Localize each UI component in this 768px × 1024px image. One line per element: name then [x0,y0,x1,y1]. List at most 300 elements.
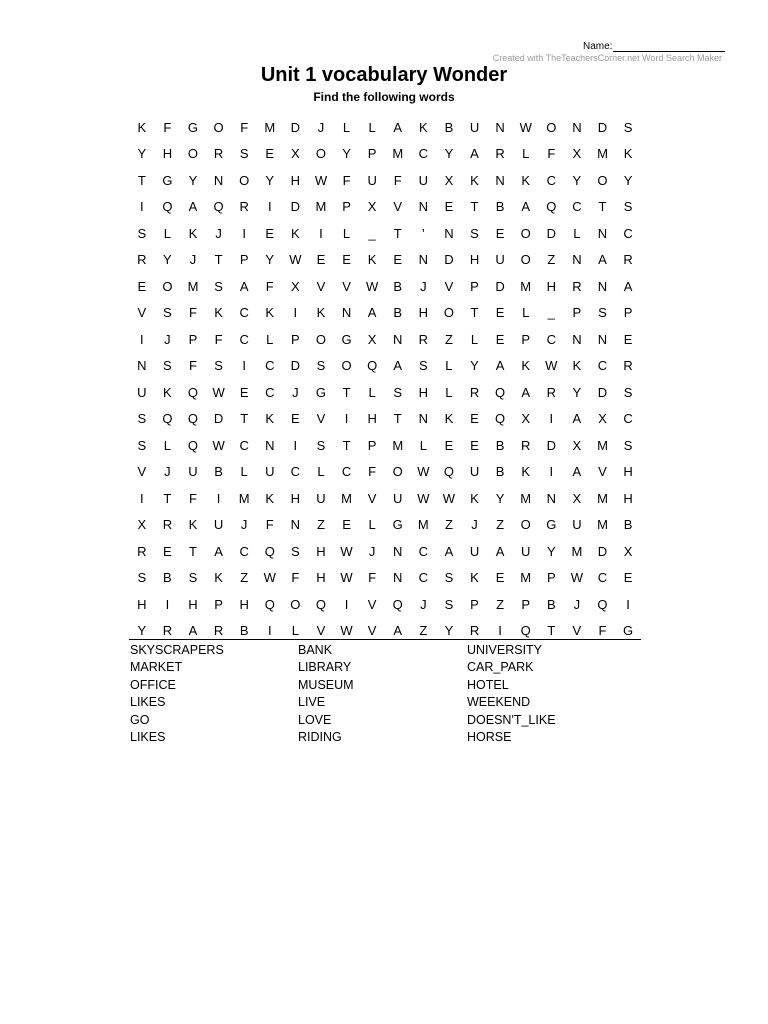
grid-letter[interactable]: W [519,119,532,135]
grid-letter[interactable]: Y [265,252,275,268]
grid-letter[interactable]: P [546,570,556,586]
grid-letter[interactable]: L [522,305,530,321]
grid-letter[interactable]: Q [187,384,199,400]
grid-letter[interactable]: D [546,437,556,453]
grid-letter[interactable]: W [212,437,225,453]
grid-letter[interactable]: Y [265,172,275,188]
grid-letter[interactable]: T [214,252,223,268]
grid-letter[interactable]: A [188,623,198,639]
grid-letter[interactable]: F [189,305,197,321]
grid-letter[interactable]: Y [342,146,351,162]
grid-letter[interactable]: C [239,305,249,321]
grid-letter[interactable]: H [418,305,429,321]
grid-letter[interactable]: E [393,252,403,268]
grid-letter[interactable]: N [546,490,556,506]
grid-letter[interactable]: C [623,411,633,427]
grid-letter[interactable]: S [137,570,147,586]
grid-letter[interactable]: U [137,384,147,400]
grid-letter[interactable]: A [367,305,377,321]
grid-letter[interactable]: D [546,225,556,241]
grid-letter[interactable]: F [265,278,274,294]
grid-letter[interactable]: S [137,437,147,453]
grid-letter[interactable]: Q [392,596,403,612]
grid-letter[interactable]: Y [546,543,556,559]
grid-letter[interactable]: S [163,305,172,321]
grid-letter[interactable]: I [216,490,221,506]
grid-letter[interactable]: A [495,358,505,374]
grid-letter[interactable]: O [290,596,301,612]
grid-letter[interactable]: E [470,411,479,427]
grid-letter[interactable]: S [316,437,326,453]
grid-letter[interactable]: E [342,517,351,533]
grid-letter[interactable]: O [239,172,250,188]
grid-letter[interactable]: M [187,278,199,294]
grid-letter[interactable]: Q [597,596,608,612]
grid-letter[interactable]: A [393,358,403,374]
grid-letter[interactable]: D [444,252,454,268]
grid-letter[interactable]: P [367,437,377,453]
grid-letter[interactable]: C [597,570,608,586]
grid-letter[interactable]: I [293,437,298,453]
grid-letter[interactable]: M [520,490,532,506]
grid-letter[interactable]: P [470,278,479,294]
grid-letter[interactable]: Q [264,543,275,559]
grid-letter[interactable]: K [188,225,198,241]
grid-letter[interactable]: S [623,119,633,135]
grid-letter[interactable]: I [549,464,554,480]
grid-letter[interactable]: F [189,358,197,374]
grid-letter[interactable]: Q [495,411,506,427]
grid-letter[interactable]: L [342,225,351,241]
grid-letter[interactable]: H [290,490,301,506]
grid-letter[interactable]: F [265,517,274,533]
grid-letter[interactable]: M [392,437,404,453]
grid-letter[interactable]: H [623,490,633,506]
grid-letter[interactable]: P [623,305,633,321]
grid-letter[interactable]: P [521,596,531,612]
grid-letter[interactable]: P [521,331,531,347]
grid-letter[interactable]: L [573,225,581,241]
grid-letter[interactable]: L [368,119,376,135]
grid-letter[interactable]: X [291,146,300,162]
grid-letter[interactable]: J [292,384,299,400]
grid-letter[interactable]: C [418,146,429,162]
grid-letter[interactable]: Q [520,623,531,639]
grid-letter[interactable]: K [163,384,172,400]
grid-letter[interactable]: T [598,199,607,215]
grid-letter[interactable]: O [520,225,531,241]
grid-letter[interactable]: Q [162,199,173,215]
grid-letter[interactable]: J [189,252,197,268]
grid-letter[interactable]: K [470,490,479,506]
grid-letter[interactable]: N [572,119,582,135]
grid-letter[interactable]: K [291,225,300,241]
grid-letter[interactable]: X [137,517,147,533]
grid-letter[interactable]: P [291,331,300,347]
grid-letter[interactable]: U [188,464,198,480]
grid-letter[interactable]: T [163,490,172,506]
grid-letter[interactable]: O [443,305,454,321]
grid-letter[interactable]: Y [623,172,633,188]
grid-letter[interactable]: M [597,517,608,533]
grid-letter[interactable]: Q [546,199,557,215]
grid-letter[interactable]: C [623,225,633,241]
grid-letter[interactable]: K [572,358,582,374]
grid-letter[interactable]: K [418,119,428,135]
grid-letter[interactable]: E [137,278,147,294]
grid-letter[interactable]: S [239,146,249,162]
grid-letter[interactable]: P [342,199,351,215]
grid-letter[interactable]: U [469,119,480,135]
grid-letter[interactable]: Y [444,146,454,162]
grid-letter[interactable]: K [470,172,479,188]
grid-letter[interactable]: S [163,358,172,374]
grid-letter[interactable]: V [316,411,326,427]
grid-letter[interactable]: X [444,172,454,188]
grid-letter[interactable]: C [290,464,301,480]
grid-letter[interactable]: J [420,278,427,294]
grid-letter[interactable]: V [137,305,147,321]
grid-letter[interactable]: I [293,305,298,321]
grid-letter[interactable]: A [623,278,633,294]
grid-letter[interactable]: D [495,278,505,294]
grid-letter[interactable]: G [341,331,352,347]
grid-letter[interactable]: N [393,543,403,559]
grid-letter[interactable]: U [393,490,403,506]
grid-letter[interactable]: W [263,570,276,586]
grid-letter[interactable]: U [265,464,275,480]
grid-letter[interactable]: F [368,464,377,480]
grid-letter[interactable]: E [444,199,454,215]
grid-letter[interactable]: L [291,623,299,639]
grid-letter[interactable]: M [417,517,429,533]
grid-letter[interactable]: B [444,119,454,135]
grid-letter[interactable]: X [598,411,607,427]
grid-letter[interactable]: S [623,437,633,453]
grid-letter[interactable]: E [291,411,300,427]
grid-letter[interactable]: T [342,437,351,453]
grid-letter[interactable]: J [164,331,171,347]
grid-letter[interactable]: X [623,543,633,559]
grid-letter[interactable]: L [317,464,325,480]
grid-letter[interactable]: X [572,146,582,162]
grid-letter[interactable]: C [572,199,582,215]
grid-letter[interactable]: G [546,517,557,533]
grid-letter[interactable]: A [444,543,454,559]
grid-letter[interactable]: F [240,119,249,135]
grid-letter[interactable]: R [137,543,147,559]
grid-letter[interactable]: A [521,384,531,400]
grid-letter[interactable]: O [392,464,403,480]
grid-letter[interactable]: G [162,172,173,188]
grid-letter[interactable]: W [289,252,302,268]
grid-letter[interactable]: A [572,411,582,427]
grid-letter[interactable]: I [319,225,323,241]
grid-letter[interactable]: G [315,384,327,400]
grid-letter[interactable]: E [444,437,454,453]
grid-letter[interactable]: Q [187,411,199,427]
grid-letter[interactable]: V [598,464,607,480]
grid-letter[interactable]: R [623,358,633,374]
grid-letter[interactable]: N [290,517,301,533]
grid-letter[interactable]: K [265,411,275,427]
grid-letter[interactable]: Q [162,411,173,427]
grid-letter[interactable]: N [265,437,275,453]
grid-letter[interactable]: P [188,331,198,347]
grid-letter[interactable]: H [239,596,249,612]
grid-letter[interactable]: _ [547,305,555,321]
grid-letter[interactable]: _ [368,225,376,241]
grid-letter[interactable]: C [546,331,556,347]
grid-letter[interactable]: Y [572,172,582,188]
grid-letter[interactable]: S [291,543,300,559]
grid-letter[interactable]: S [444,570,454,586]
grid-letter[interactable]: Z [496,596,505,612]
grid-letter[interactable]: C [341,464,352,480]
grid-letter[interactable]: T [470,199,479,215]
grid-letter[interactable]: F [368,570,377,586]
grid-letter[interactable]: D [597,119,608,135]
grid-letter[interactable]: V [393,199,403,215]
grid-letter[interactable]: A [214,543,223,559]
grid-letter[interactable]: A [572,464,582,480]
grid-letter[interactable]: M [597,146,608,162]
grid-letter[interactable]: A [239,278,249,294]
grid-letter[interactable]: X [367,331,377,347]
grid-letter[interactable]: B [239,623,249,639]
grid-letter[interactable]: H [316,543,326,559]
grid-letter[interactable]: D [597,384,608,400]
grid-letter[interactable]: R [418,331,429,347]
grid-letter[interactable]: V [444,278,454,294]
grid-letter[interactable]: I [139,199,144,215]
grid-letter[interactable]: G [392,517,403,533]
grid-letter[interactable]: N [418,199,429,215]
grid-letter[interactable]: N [418,411,429,427]
grid-letter[interactable]: E [623,331,633,347]
grid-letter[interactable]: X [572,437,582,453]
grid-letter[interactable]: K [367,252,377,268]
grid-letter[interactable]: L [342,119,351,135]
grid-letter[interactable]: B [163,570,172,586]
grid-letter[interactable]: C [597,358,608,374]
grid-letter[interactable]: X [572,490,582,506]
grid-letter[interactable]: P [214,596,223,612]
grid-letter[interactable]: V [137,464,147,480]
grid-letter[interactable]: E [495,570,505,586]
grid-letter[interactable]: H [623,464,633,480]
grid-letter[interactable]: A [470,146,479,162]
grid-letter[interactable]: Z [419,623,428,639]
grid-letter[interactable]: J [215,225,222,241]
grid-letter[interactable]: I [139,490,144,506]
grid-letter[interactable]: T [393,225,402,241]
grid-letter[interactable]: C [418,543,429,559]
grid-letter[interactable]: U [521,543,531,559]
grid-letter[interactable]: B [495,437,505,453]
grid-letter[interactable]: C [418,570,429,586]
grid-letter[interactable]: I [242,225,246,241]
grid-letter[interactable]: Y [163,252,172,268]
grid-letter[interactable]: U [469,464,480,480]
grid-letter[interactable]: K [214,305,223,321]
grid-letter[interactable]: Z [316,517,325,533]
grid-letter[interactable]: Q [443,464,454,480]
grid-letter[interactable]: S [214,278,223,294]
grid-letter[interactable]: W [340,623,353,639]
grid-letter[interactable]: V [367,596,377,612]
grid-letter[interactable]: G [623,623,634,639]
grid-letter[interactable]: M [520,570,532,586]
grid-letter[interactable]: E [470,437,479,453]
grid-letter[interactable]: I [626,596,630,612]
grid-letter[interactable]: O [213,119,224,135]
grid-letter[interactable]: M [597,490,608,506]
grid-letter[interactable]: K [265,305,275,321]
grid-letter[interactable]: R [521,437,531,453]
grid-letter[interactable]: I [344,411,349,427]
grid-letter[interactable]: O [597,172,608,188]
grid-letter[interactable]: N [341,305,352,321]
grid-letter[interactable]: D [597,543,608,559]
grid-letter[interactable]: R [495,146,505,162]
grid-letter[interactable]: N [495,172,505,188]
grid-letter[interactable]: C [546,172,556,188]
grid-letter[interactable]: R [213,623,224,639]
grid-letter[interactable]: L [163,225,171,241]
grid-letter[interactable]: H [137,596,147,612]
grid-letter[interactable]: K [521,172,531,188]
grid-letter[interactable]: Q [187,437,199,453]
grid-letter[interactable]: T [470,305,479,321]
grid-letter[interactable]: J [471,517,478,533]
grid-letter[interactable]: C [265,384,275,400]
grid-letter[interactable]: N [393,570,403,586]
grid-letter[interactable]: T [240,411,249,427]
grid-letter[interactable]: P [470,596,479,612]
grid-letter[interactable]: F [393,172,402,188]
grid-letter[interactable]: E [495,225,505,241]
grid-letter[interactable]: H [290,172,301,188]
grid-letter[interactable]: E [495,305,505,321]
grid-letter[interactable]: S [393,384,403,400]
grid-letter[interactable]: Y [444,623,454,639]
grid-letter[interactable]: K [137,119,147,135]
grid-letter[interactable]: K [316,305,326,321]
grid-letter[interactable]: S [470,225,479,241]
grid-letter[interactable]: N [444,225,454,241]
grid-letter[interactable]: F [598,623,607,639]
grid-letter[interactable]: U [213,517,224,533]
grid-letter[interactable]: R [623,252,633,268]
grid-letter[interactable]: L [522,146,530,162]
grid-letter[interactable]: C [239,437,249,453]
grid-letter[interactable]: T [342,384,351,400]
grid-letter[interactable]: B [393,278,403,294]
grid-letter[interactable]: W [340,570,353,586]
grid-letter[interactable]: U [367,172,377,188]
grid-letter[interactable]: S [444,596,454,612]
grid-letter[interactable]: E [623,570,633,586]
grid-letter[interactable]: I [549,411,554,427]
grid-letter[interactable]: F [189,490,197,506]
grid-letter[interactable]: R [239,199,249,215]
grid-letter[interactable]: N [418,252,429,268]
grid-letter[interactable]: P [239,252,249,268]
grid-letter[interactable]: V [572,623,582,639]
grid-letter[interactable]: U [572,517,582,533]
grid-letter[interactable]: O [162,278,173,294]
grid-letter[interactable]: E [495,331,505,347]
grid-letter[interactable]: P [572,305,582,321]
grid-letter[interactable]: L [445,384,453,400]
grid-letter[interactable]: N [393,331,403,347]
grid-letter[interactable]: L [240,464,248,480]
grid-letter[interactable]: X [291,278,300,294]
grid-letter[interactable]: L [445,358,453,374]
grid-letter[interactable]: D [290,119,301,135]
grid-letter[interactable]: Q [367,358,378,374]
grid-letter[interactable]: N [572,252,582,268]
grid-letter[interactable]: I [344,596,349,612]
grid-letter[interactable]: H [162,146,173,162]
grid-letter[interactable]: Y [137,146,147,162]
grid-letter[interactable]: V [367,490,377,506]
grid-letter[interactable]: H [316,570,326,586]
grid-letter[interactable]: E [265,146,275,162]
grid-letter[interactable]: L [368,384,376,400]
grid-letter[interactable]: S [623,199,633,215]
grid-letter[interactable]: A [495,543,505,559]
grid-letter[interactable]: R [162,623,173,639]
grid-letter[interactable]: L [419,437,427,453]
grid-letter[interactable]: J [240,517,248,533]
grid-letter[interactable]: E [163,543,172,559]
grid-letter[interactable]: H [546,278,556,294]
grid-letter[interactable]: N [597,278,608,294]
grid-letter[interactable]: M [597,437,608,453]
grid-letter[interactable]: Q [264,596,275,612]
grid-letter[interactable]: S [316,358,326,374]
grid-letter[interactable]: Z [496,517,505,533]
grid-letter[interactable]: E [239,384,249,400]
grid-letter[interactable]: W [570,570,584,586]
grid-letter[interactable]: Y [572,384,582,400]
grid-letter[interactable]: N [495,119,505,135]
grid-letter[interactable]: J [573,596,581,612]
grid-letter[interactable]: Z [444,331,453,347]
grid-letter[interactable]: J [420,596,427,612]
grid-letter[interactable]: W [366,278,379,294]
grid-letter[interactable]: O [315,331,327,347]
grid-letter[interactable]: F [291,570,300,586]
grid-letter[interactable]: A [393,623,403,639]
grid-letter[interactable]: S [623,384,633,400]
grid-letter[interactable]: M [571,543,583,559]
grid-letter[interactable]: O [341,358,352,374]
grid-letter[interactable]: Q [495,384,506,400]
grid-letter[interactable]: I [267,199,272,215]
grid-letter[interactable]: S [137,411,147,427]
grid-letter[interactable]: U [418,172,429,188]
grid-letter[interactable]: S [214,358,223,374]
grid-letter[interactable]: K [521,464,531,480]
grid-letter[interactable]: C [239,543,249,559]
grid-letter[interactable]: Y [495,490,505,506]
grid-letter[interactable]: H [188,596,198,612]
grid-letter[interactable]: V [342,278,351,294]
grid-letter[interactable]: V [316,278,326,294]
